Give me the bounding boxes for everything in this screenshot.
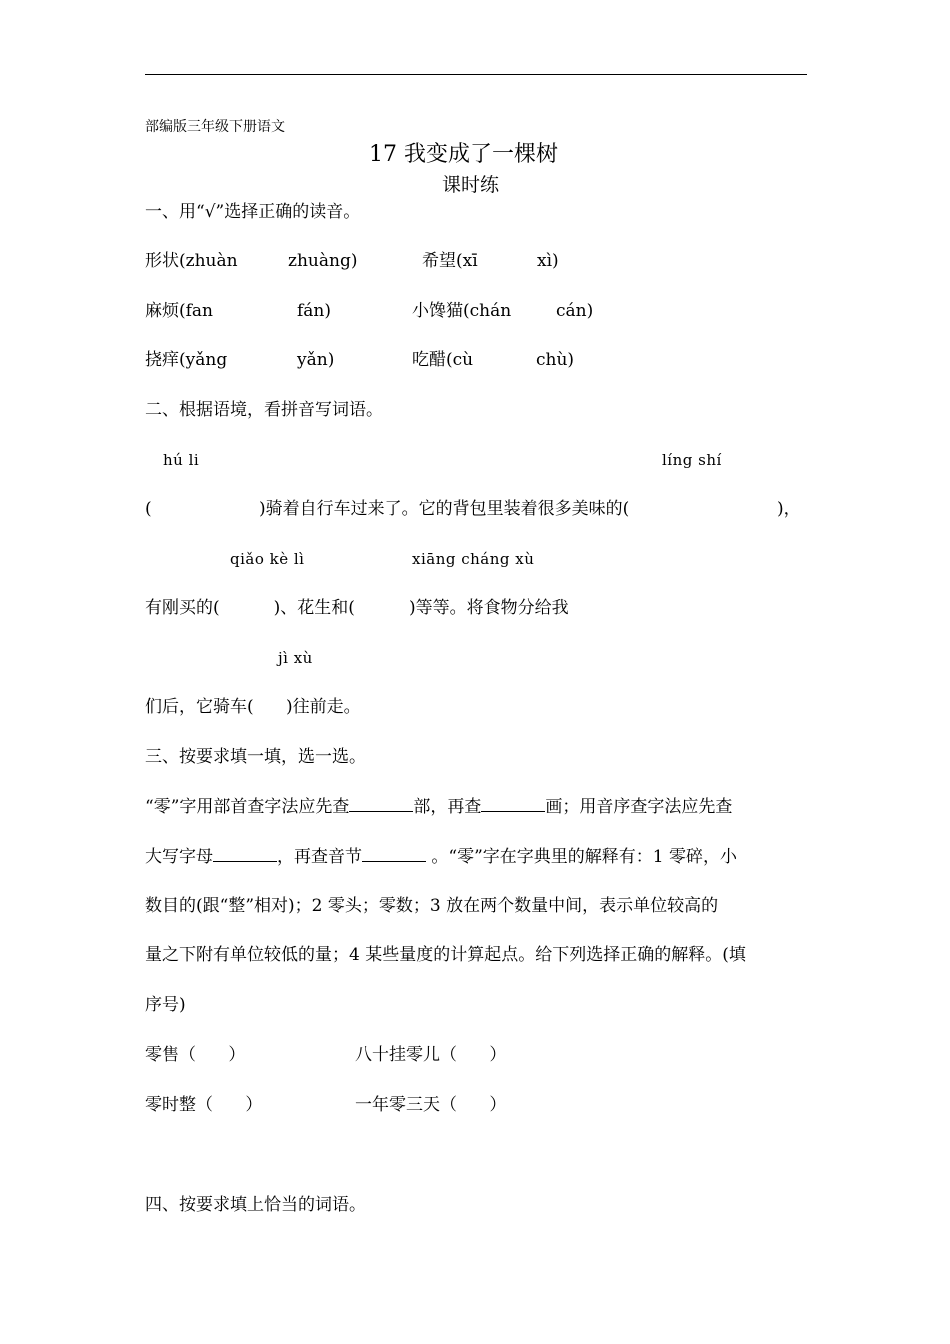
s3-line2-b: ，再查音节	[277, 847, 362, 867]
blank-syllable[interactable]	[362, 847, 426, 862]
s2-line3: 们后，它骑车( )往前走。	[145, 697, 361, 717]
blank-radical[interactable]	[349, 797, 413, 812]
s3-line1-a: “零”字用部首查字法应先查	[145, 797, 350, 817]
s3-line1	[145, 797, 732, 817]
s2-line1-close: )，	[777, 499, 801, 519]
s2-line1-open: (	[145, 499, 152, 519]
s3-line2-c: 。“零”字在字典里的解释有：1 零碎，小	[426, 847, 738, 867]
s3-line1-c: 画；用音序查字法应先查	[545, 797, 733, 817]
s1-row3-a: 挠痒(yǎng	[145, 350, 228, 370]
s1-row1-b: zhuàng)	[288, 251, 358, 271]
s1-row3-d: chù)	[536, 350, 575, 370]
s1-row2-b: fán)	[297, 301, 332, 321]
s3-q2: 八十挂零儿（ ）	[355, 1045, 507, 1065]
lesson-title: 17 我变成了一棵树	[369, 142, 558, 167]
s2-line2: 有刚买的( )、花生和( )等等。将食物分给我	[145, 598, 569, 618]
s1-row1-a: 形状(zhuàn	[145, 251, 238, 271]
section1-heading: 一、用“√”选择正确的读音。	[145, 202, 361, 222]
blank-strokes[interactable]	[481, 797, 545, 812]
s1-row3-b: yǎn)	[297, 350, 335, 370]
s3-line3: 数目的(跟“整”相对)；2 零头；零数；3 放在两个数量中间，表示单位较高的	[145, 896, 719, 916]
header-rule	[145, 74, 807, 75]
s3-line4: 量之下附有单位较低的量；4 某些量度的计算起点。给下列选择正确的解释。(填	[145, 945, 746, 965]
pinyin-lingshi: líng shí	[662, 451, 722, 469]
s3-line1-b: 部，再查	[413, 797, 482, 817]
pinyin-xiangchangxu: xiāng cháng xù	[412, 550, 535, 568]
s1-row1-d: xì)	[537, 251, 559, 271]
section3-heading: 三、按要求填一填，选一选。	[145, 747, 366, 767]
book-label: 部编版三年级下册语文	[145, 119, 285, 135]
s3-line5: 序号)	[145, 995, 186, 1015]
s1-row2-a: 麻烦(fan	[145, 301, 214, 321]
s3-q4: 一年零三天（ ）	[355, 1095, 507, 1115]
s1-row3-c: 吃醋(cù	[412, 350, 474, 370]
pinyin-jixu: jì xù	[278, 649, 313, 667]
s3-line2	[145, 847, 737, 867]
pinyin-qiaokeli: qiǎo kè lì	[230, 550, 305, 568]
section4-heading: 四、按要求填上恰当的词语。	[145, 1195, 366, 1215]
s1-row1-c: 希望(xī	[422, 251, 478, 271]
s1-row2-c: 小馋猫(chán	[412, 301, 512, 321]
pinyin-huli: hú li	[163, 451, 200, 469]
lesson-subtitle: 课时练	[442, 174, 500, 196]
s3-q3: 零时整（ ）	[145, 1095, 263, 1115]
section2-heading: 二、根据语境，看拼音写词语。	[145, 400, 383, 420]
s3-line2-a: 大写字母	[145, 847, 213, 867]
s2-line1-middle: )骑着自行车过来了。它的背包里装着很多美味的(	[259, 499, 630, 519]
s3-q1: 零售（ ）	[145, 1045, 246, 1065]
blank-capital-letter[interactable]	[213, 847, 277, 862]
s1-row2-d: cán)	[556, 301, 594, 321]
